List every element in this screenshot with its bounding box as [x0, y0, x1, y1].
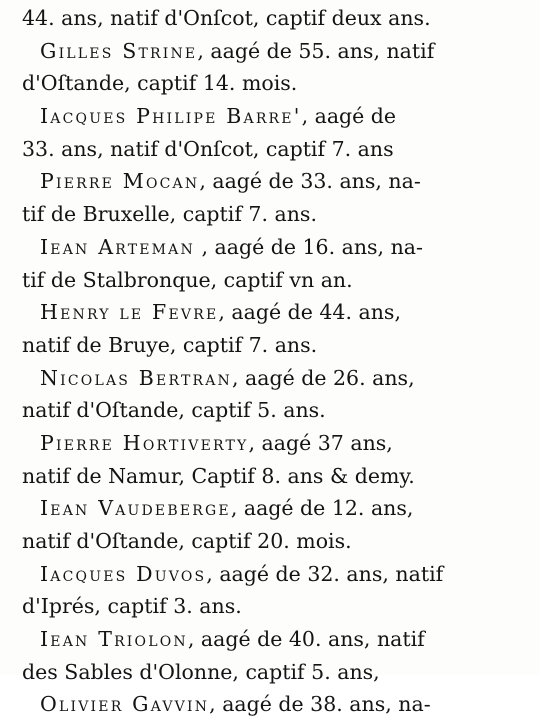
list-line — [22, 329, 530, 362]
entry-text: , aagé de 55. ans, natif — [197, 38, 435, 63]
list-line — [22, 460, 530, 493]
entry-text: tif de Bruxelle, captif 7. ans. — [22, 202, 317, 227]
captive-name: Iean Triolon — [40, 627, 188, 652]
captive-name: Nicolas Bertran — [40, 365, 232, 390]
entry-text: d'Oſtande, captif 14. mois. — [22, 71, 298, 96]
list-line — [22, 362, 530, 395]
entry-text: , aagé de — [301, 104, 397, 129]
entry-text: natif de Namur, Captif 8. ans & demy. — [22, 463, 415, 488]
captive-name: Pierre Hortiverty — [40, 430, 249, 455]
entry-text: des Sables d'Olonne, captif 5. ans, — [22, 659, 380, 684]
list-line — [22, 67, 530, 100]
entry-text: , aagé de 26. ans, — [232, 365, 415, 390]
entry-text: , aagé de 16. ans, na- — [194, 234, 423, 259]
entry-text: , aagé 37 ans, — [248, 430, 393, 455]
list-line — [22, 231, 530, 264]
captive-name: Henry le Fevre — [40, 300, 219, 325]
list-line — [22, 133, 530, 166]
entry-text: , aagé de 40. ans, natif — [187, 627, 425, 652]
entry-text: natif d'Oſtande, captif 5. ans. — [22, 398, 326, 423]
captive-name: Iacques Duvos — [40, 561, 207, 586]
entry-text: , aagé de 32. ans, natif — [206, 561, 444, 586]
list-line — [22, 2, 530, 35]
entry-text: , aagé de 33. ans, na- — [199, 169, 421, 194]
list-line — [22, 165, 530, 198]
captive-name: Pierre Mocan — [40, 169, 200, 194]
captive-list — [22, 2, 530, 721]
captive-name: Olivier Gavvin — [40, 692, 210, 717]
list-line — [22, 264, 530, 297]
list-line — [22, 35, 530, 68]
captive-name: Iean Vaudeberge — [40, 496, 231, 521]
entry-text: natif de Bruye, captif 7. ans. — [22, 332, 318, 357]
cropped-bottom-line — [34, 662, 504, 676]
entry-text: tif de Stalbronque, captif vn an. — [22, 267, 353, 292]
list-line — [22, 100, 530, 133]
list-line — [22, 590, 530, 623]
entry-text: , aagé de 38. ans, na- — [209, 692, 431, 717]
entry-text: natif d'Oſtande, captif 20. mois. — [22, 529, 352, 553]
list-line — [22, 296, 530, 329]
entry-text: , aagé de 44. ans, — [218, 300, 401, 325]
list-line — [22, 558, 530, 591]
list-line — [22, 688, 530, 721]
entry-text: 33. ans, natif d'Onſcot, captif 7. ans — [22, 136, 394, 161]
list-line — [22, 623, 530, 656]
captive-name: Gilles Strine — [40, 38, 198, 63]
captive-name: Iacques Philipe Barre' — [40, 104, 302, 129]
list-line — [22, 492, 530, 525]
list-line — [22, 394, 530, 427]
list-line — [22, 198, 530, 231]
entry-text: 44. ans, natif d'Onſcot, captif deux ans. — [22, 6, 431, 30]
entry-text: d'Iprés, captif 3. ans. — [22, 594, 242, 619]
list-line — [22, 427, 530, 460]
list-line — [22, 525, 530, 558]
captive-name: Iean Arteman — [40, 234, 195, 259]
entry-text: , aagé de 12. ans, — [230, 496, 414, 521]
